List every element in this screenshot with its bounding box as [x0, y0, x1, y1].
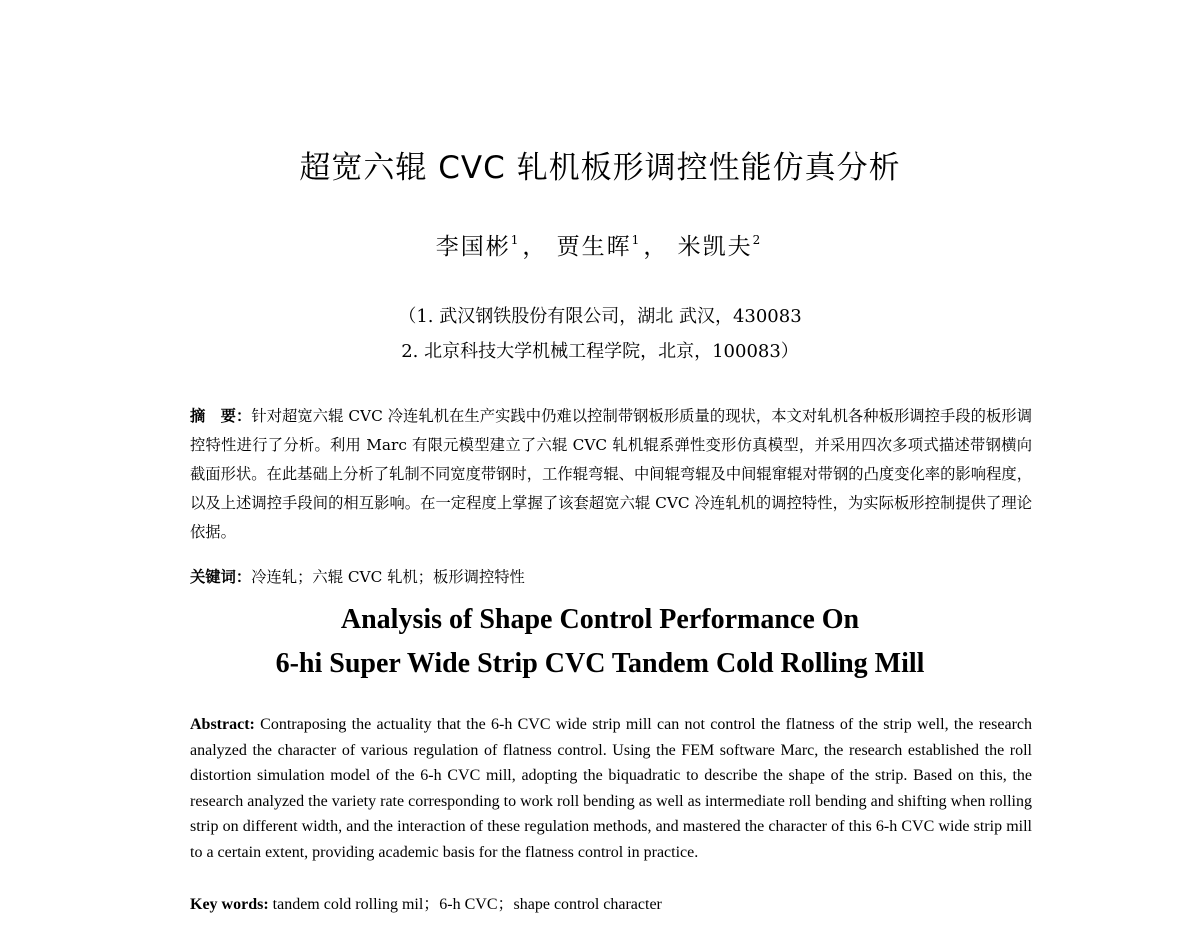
author-separator: ，: [522, 234, 548, 260]
english-title-line-1: Analysis of Shape Control Performance On: [340, 604, 860, 635]
author-name: 李国彬: [435, 234, 511, 260]
chinese-keywords-text: 冷连轧；六辊 CVC 轧机；板形调控特性: [251, 568, 525, 586]
author-name: 米凯夫: [677, 234, 753, 260]
author-list: [0, 228, 1200, 261]
english-abstract-label: Abstract:: [190, 716, 255, 733]
english-abstract-text: Contraposing the actuality that the 6-h CVC wide strip mill can not control the flatness of the strip well, the research analyzed the character of various regulation of flatness control. Using the FEM software Marc, the research established the roll distortion simulation model of the 6-h CVC mill, adopting the biquadratic to describe the shape of the strip. Based on this, the research analyzed the variety rate corresponding to work roll bending as well as intermediate roll bending and shifting when rolling strip on different width, and the interaction of these regulation methods, and mastered the character of this 6-h CVC wide strip mill to a certain extent, providing academic basis for the flatness control in practice.: [190, 716, 1032, 861]
english-keywords: [190, 891, 662, 914]
chinese-keywords: [190, 565, 525, 587]
chinese-title: 超宽六辊 CVC 轧机板形调控性能仿真分析: [299, 150, 901, 186]
affiliation-2: 2. 北京科技大学机械工程学院，北京，100083）: [401, 341, 799, 362]
chinese-abstract-label: 摘 要：: [190, 407, 252, 425]
english-title-line-2: 6-hi Super Wide Strip CVC Tandem Cold Rolling Mill: [275, 648, 925, 679]
chinese-keywords-label: 关键词：: [190, 568, 252, 586]
chinese-abstract-text: 针对超宽六辊 CVC 冷连轧机在生产实践中仍难以控制带钢板形质量的现状，本文对轧机各种板形调控手段的板形调控特性进行了分析。利用 Marc 有限元模型建立了六辊 CVC 轧机辊系弹性变形仿真模型，并采用四次多项式描述带钢横向截面形状。在此基础上分析了轧制不同宽度带钢时，工作辊弯辊、中间辊弯辊及中间辊窜辊对带钢的凸度变化率的影响程度，以及上述调控手段间的相互影响。在一定程度上掌握了该套超宽六辊 CVC 冷连轧机的调控特性，为实际板形控制提供了理论依据。: [190, 407, 1032, 541]
english-keywords-label: Key words:: [190, 896, 269, 913]
author-affiliation-mark: 1: [510, 233, 521, 247]
author-affiliation-mark: 1: [631, 233, 642, 247]
chinese-abstract: [190, 402, 1032, 547]
affiliation-1: （1. 武汉钢铁股份有限公司，湖北 武汉，430083: [398, 306, 802, 327]
english-keywords-text: tandem cold rolling mil；6-h CVC；shape control character: [268, 896, 662, 913]
author-separator: ，: [643, 234, 669, 260]
english-abstract: [190, 712, 1032, 865]
author-name: 贾生晖: [556, 234, 632, 260]
author-affiliation-mark: 2: [752, 233, 763, 247]
